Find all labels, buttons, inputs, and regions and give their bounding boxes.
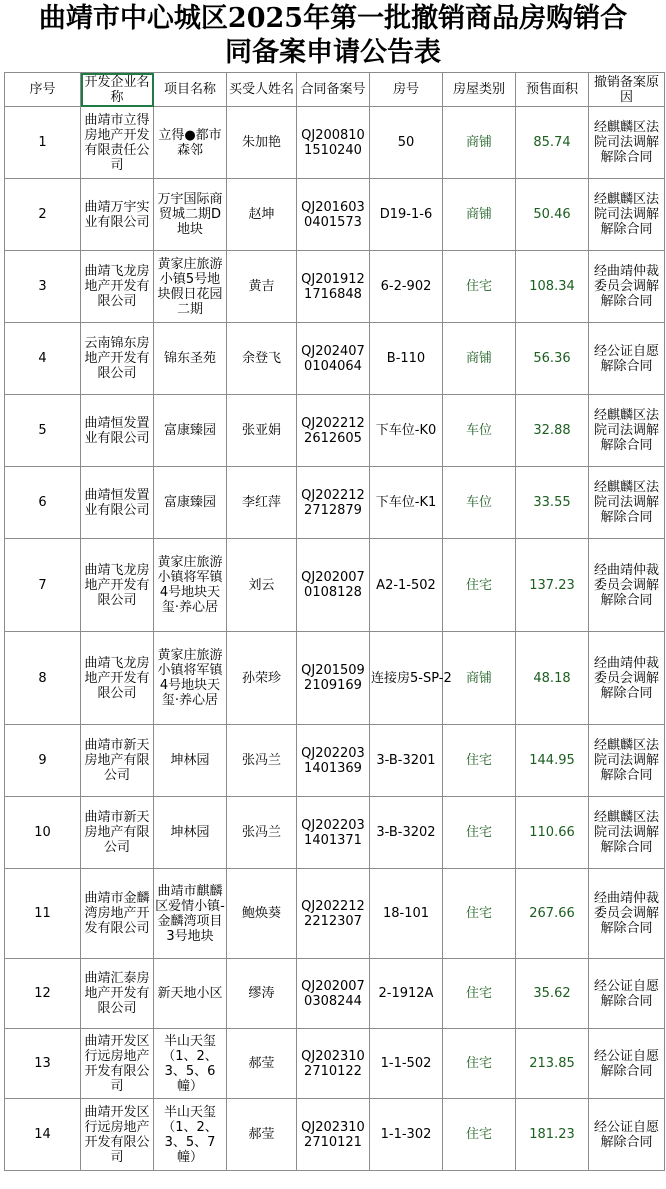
cell-type[interactable]: 商铺 [443,632,516,725]
cell-company[interactable]: 曲靖开发区行远房地产开发有限公司 [81,1029,154,1099]
cell-company[interactable]: 曲靖恒发置业有限公司 [81,395,154,467]
cell-room[interactable]: 3-B-3202 [370,797,443,869]
cell-project[interactable]: 富康臻园 [154,395,227,467]
cell-no[interactable]: 14 [5,1099,81,1171]
cell-room[interactable]: 下车位-K0 [370,395,443,467]
cell-type[interactable]: 住宅 [443,869,516,959]
cell-room[interactable]: 18-101 [370,869,443,959]
cell-reason[interactable]: 经曲靖仲裁委员会调解解除合同 [589,869,665,959]
cell-contract[interactable]: QJ2022122712879 [297,467,370,539]
announcement-table [4,72,665,1171]
cell-area[interactable]: 181.23 [516,1099,589,1171]
cell-contract[interactable]: QJ2016030401573 [297,179,370,251]
header-company[interactable]: 开发企业名称 [81,73,154,107]
table-row [5,959,665,1029]
cell-no[interactable]: 11 [5,869,81,959]
cell-area[interactable]: 50.46 [516,179,589,251]
cell-company[interactable]: 曲靖市新天房地产有限公司 [81,797,154,869]
cell-no[interactable]: 12 [5,959,81,1029]
cell-project[interactable]: 锦东圣苑 [154,323,227,395]
cell-company[interactable]: 曲靖市新天房地产有限公司 [81,725,154,797]
cell-project[interactable]: 富康臻园 [154,467,227,539]
cell-buyer[interactable]: 张冯兰 [227,725,297,797]
cell-buyer[interactable]: 刘云 [227,539,297,632]
table-row [5,1029,665,1099]
cell-buyer[interactable]: 缪涛 [227,959,297,1029]
cell-reason[interactable]: 经公证自愿解除合同 [589,959,665,1029]
cell-no[interactable]: 9 [5,725,81,797]
cell-contract[interactable]: QJ2008101510240 [297,107,370,179]
cell-no[interactable]: 3 [5,251,81,323]
cell-room[interactable]: 1-1-502 [370,1029,443,1099]
cell-buyer[interactable]: 孙荣珍 [227,632,297,725]
cell-project[interactable]: 黄家庄旅游小镇5号地块假日花园二期 [154,251,227,323]
cell-contract[interactable]: QJ2022031401369 [297,725,370,797]
title-line-1: 曲靖市中心城区2025年第一批撤销商品房购销合 [38,3,628,34]
cell-contract[interactable]: QJ2022031401371 [297,797,370,869]
table-row [5,1099,665,1171]
cell-type[interactable]: 商铺 [443,107,516,179]
cell-buyer[interactable]: 鲍焕葵 [227,869,297,959]
table-row [5,395,665,467]
cell-no[interactable]: 13 [5,1029,81,1099]
cell-reason[interactable]: 经麒麟区法院司法调解解除合同 [589,725,665,797]
cell-project[interactable]: 坤林园 [154,725,227,797]
title-line-2: 同备案申请公告表 [225,37,441,68]
header-type[interactable]: 房屋类别 [443,73,516,107]
cell-no[interactable]: 6 [5,467,81,539]
cell-buyer[interactable]: 黄吉 [227,251,297,323]
cell-buyer[interactable]: 张冯兰 [227,797,297,869]
cell-buyer[interactable]: 郝莹 [227,1099,297,1171]
cell-reason[interactable]: 经曲靖仲裁委员会调解解除合同 [589,251,665,323]
cell-buyer[interactable]: 赵坤 [227,179,297,251]
cell-room[interactable]: D19-1-6 [370,179,443,251]
cell-room[interactable]: B-110 [370,323,443,395]
cell-type[interactable]: 商铺 [443,179,516,251]
table-row [5,539,665,632]
cell-no[interactable]: 8 [5,632,81,725]
cell-type[interactable]: 车位 [443,395,516,467]
header-reason[interactable]: 撤销备案原因 [589,73,665,107]
table-row [5,797,665,869]
cell-company[interactable]: 曲靖万宇实业有限公司 [81,179,154,251]
table-row [5,632,665,725]
cell-type[interactable]: 商铺 [443,323,516,395]
cell-area[interactable]: 108.34 [516,251,589,323]
cell-area[interactable]: 267.66 [516,869,589,959]
cell-project[interactable]: 黄家庄旅游小镇将军镇4号地块天玺·养心居 [154,539,227,632]
cell-contract[interactable]: QJ2020070108128 [297,539,370,632]
cell-area[interactable]: 33.55 [516,467,589,539]
header-buyer[interactable]: 买受人姓名 [227,73,297,107]
cell-project[interactable]: 坤林园 [154,797,227,869]
cell-company[interactable]: 曲靖飞龙房地产开发有限公司 [81,251,154,323]
cell-company[interactable]: 曲靖开发区行远房地产开发有限公司 [81,1099,154,1171]
cell-room[interactable]: 连接房5-SP-2 [370,632,443,725]
cell-area[interactable]: 35.62 [516,959,589,1029]
header-room[interactable]: 房号 [370,73,443,107]
cell-room[interactable]: 1-1-302 [370,1099,443,1171]
cell-buyer[interactable]: 张亚娟 [227,395,297,467]
table-row [5,107,665,179]
cell-reason[interactable]: 经麒麟区法院司法调解解除合同 [589,797,665,869]
cell-room[interactable]: 50 [370,107,443,179]
cell-reason[interactable]: 经麒麟区法院司法调解解除合同 [589,179,665,251]
cell-contract[interactable]: QJ2023102710122 [297,1029,370,1099]
cell-type[interactable]: 住宅 [443,797,516,869]
cell-project[interactable]: 曲靖市麒麟区爱情小镇-金麟湾项目3号地块 [154,869,227,959]
cell-room[interactable]: 6-2-902 [370,251,443,323]
cell-project[interactable]: 半山天玺（1、2、3、5、7幢） [154,1099,227,1171]
cell-buyer[interactable]: 郝莹 [227,1029,297,1099]
header-contract[interactable]: 合同备案号 [297,73,370,107]
cell-type[interactable]: 住宅 [443,959,516,1029]
header-project[interactable]: 项目名称 [154,73,227,107]
cell-contract[interactable]: QJ2022122612605 [297,395,370,467]
cell-contract[interactable]: QJ2020070308244 [297,959,370,1029]
cell-contract[interactable]: QJ2015092109169 [297,632,370,725]
cell-type[interactable]: 住宅 [443,251,516,323]
cell-area[interactable]: 213.85 [516,1029,589,1099]
cell-company[interactable]: 曲靖市立得房地产开发有限责任公司 [81,107,154,179]
table-row [5,179,665,251]
cell-contract[interactable]: QJ2024070104064 [297,323,370,395]
cell-type[interactable]: 住宅 [443,1099,516,1171]
cell-no[interactable]: 4 [5,323,81,395]
cell-company[interactable]: 曲靖市金麟湾房地产开发有限公司 [81,869,154,959]
cell-area[interactable]: 85.74 [516,107,589,179]
cell-reason[interactable]: 经公证自愿解除合同 [589,1029,665,1099]
cell-area[interactable]: 56.36 [516,323,589,395]
header-no[interactable]: 序号 [5,73,81,107]
cell-buyer[interactable]: 朱加艳 [227,107,297,179]
cell-reason[interactable]: 经公证自愿解除合同 [589,1099,665,1171]
cell-type[interactable]: 住宅 [443,725,516,797]
cell-room[interactable]: 2-1912A [370,959,443,1029]
cell-no[interactable]: 2 [5,179,81,251]
cell-contract[interactable]: QJ2023102710121 [297,1099,370,1171]
cell-company[interactable]: 云南锦东房地产开发有限公司 [81,323,154,395]
cell-reason[interactable]: 经公证自愿解除合同 [589,323,665,395]
cell-company[interactable]: 曲靖汇泰房地产开发有限公司 [81,959,154,1029]
cell-area[interactable]: 110.66 [516,797,589,869]
cell-area[interactable]: 32.88 [516,395,589,467]
cell-no[interactable]: 10 [5,797,81,869]
cell-project[interactable]: 黄家庄旅游小镇将军镇4号地块天玺·养心居 [154,632,227,725]
cell-no[interactable]: 1 [5,107,81,179]
cell-area[interactable]: 137.23 [516,539,589,632]
cell-project[interactable]: 半山天玺（1、2、3、5、6幢） [154,1029,227,1099]
cell-contract[interactable]: QJ2022122212307 [297,869,370,959]
table-row [5,251,665,323]
cell-no[interactable]: 7 [5,539,81,632]
cell-reason[interactable]: 经麒麟区法院司法调解解除合同 [589,395,665,467]
cell-company[interactable]: 曲靖飞龙房地产开发有限公司 [81,632,154,725]
page-title [0,2,666,70]
cell-reason[interactable]: 经麒麟区法院司法调解解除合同 [589,467,665,539]
cell-room[interactable]: 下车位-K1 [370,467,443,539]
header-area[interactable]: 预售面积 [516,73,589,107]
table-row [5,467,665,539]
cell-buyer[interactable]: 李红萍 [227,467,297,539]
table-row [5,869,665,959]
header-row [5,73,665,107]
cell-project[interactable]: 立得●都市森邻 [154,107,227,179]
cell-reason[interactable]: 经曲靖仲裁委员会调解解除合同 [589,539,665,632]
cell-room[interactable]: 3-B-3201 [370,725,443,797]
cell-area[interactable]: 48.18 [516,632,589,725]
cell-project[interactable]: 新天地小区 [154,959,227,1029]
cell-reason[interactable]: 经麒麟区法院司法调解解除合同 [589,107,665,179]
table-row [5,725,665,797]
table-row [5,323,665,395]
cell-project[interactable]: 万宇国际商贸城二期D地块 [154,179,227,251]
cell-buyer[interactable]: 余登飞 [227,323,297,395]
cell-company[interactable]: 曲靖飞龙房地产开发有限公司 [81,539,154,632]
cell-contract[interactable]: QJ2019121716848 [297,251,370,323]
cell-no[interactable]: 5 [5,395,81,467]
cell-type[interactable]: 住宅 [443,1029,516,1099]
cell-room[interactable]: A2-1-502 [370,539,443,632]
cell-area[interactable]: 144.95 [516,725,589,797]
cell-reason[interactable]: 经曲靖仲裁委员会调解解除合同 [589,632,665,725]
cell-company[interactable]: 曲靖恒发置业有限公司 [81,467,154,539]
cell-type[interactable]: 车位 [443,467,516,539]
cell-type[interactable]: 住宅 [443,539,516,632]
